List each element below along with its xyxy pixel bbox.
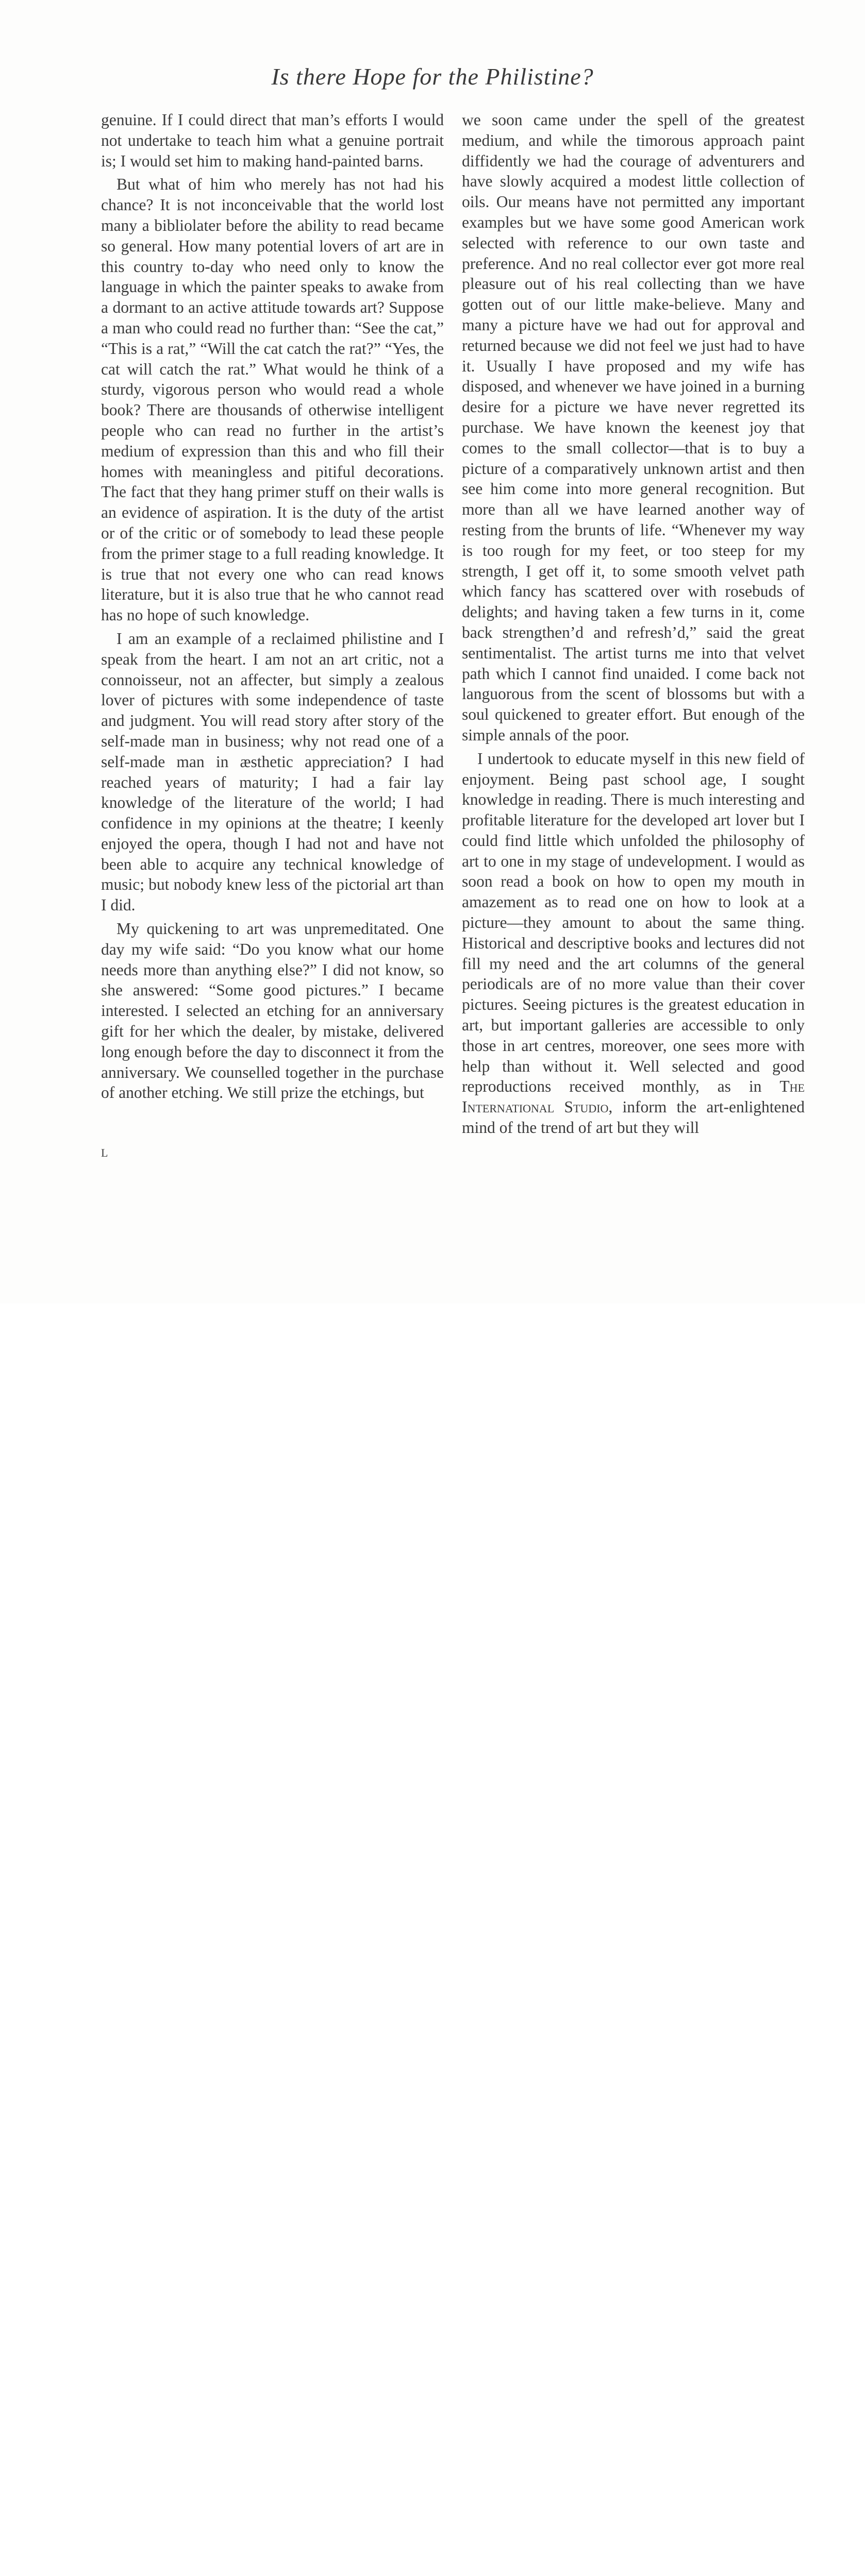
paragraph: My quickening to art was unpremeditated. One day my wife said: “Do you know what our home needs more than anything else?” I did not know, so she answered: “Some good pictures.” I became interested. I selected an etching for an anniversary gift for her which the dealer, by mistake, delivered long enough before the day to disconnect it from the anniversary. We counselled together in the purchase of another etching. We still prize the etchings, but <box>101 920 444 1102</box>
right-column <box>462 110 805 1138</box>
paragraph: But what of him who merely has not had his chance? It is not inconceivable that the world lost many a bibliolater before the ability to read became so general. How many potential lovers of art are in this country to-day who need only to know the language in which the painter speaks to awake from a dormant to an active attitude towards art? Suppose a man who could read no further than: “See the cat,” “This is a rat,” “Will the cat catch the rat?” “Yes, the cat will catch the rat.” What would he think of a sturdy, vigorous person who would read a whole book? There are thousands of otherwise intelligent people who can read no further in the artist’s medium of expression than this and who fill their homes with meaningless and pitiful decorations. The fact that they hang primer stuff on their walls is an evidence of aspiration. It is the duty of the artist or of the critic or of somebody to lead these people from the primer stage to a full reading knowledge. It is true that not every one who can read knows literature, but it is also true that he who cannot read has no hope of such knowledge. <box>101 175 444 624</box>
paragraph-text: , inform the art-enlightened mind of the trend of art but they will <box>462 1098 805 1137</box>
paragraph: I am an example of a reclaimed philistine and I speak from the heart. I am not an art critic, not a connoisseur, not an affecter, but simply a zealous lover of pictures with some independence of taste and judgment. You will read story after story of the self-made man in business; why not read one of a self-made man in æsthetic appreciation? I had reached years of maturity; I had a fair lay knowledge of the literature of the world; I had confidence in my opinions at the theatre; I keenly enjoyed the opera, though I had not and have not been able to acquire any technical knowledge of music; but nobody knew less of the pictorial art than I did. <box>101 629 444 914</box>
signature-mark: L <box>101 1146 108 1159</box>
running-title: Is there Hope for the Philistine? <box>271 63 594 90</box>
magazine-title: The International Studio <box>462 1077 805 1116</box>
paragraph: we soon came under the spell of the greatest medium, and while the timorous approach paint diffidently we had the courage of adventurers and have slowly acquired a modest little collection of oils. Our means have not permitted any important examples but we have some good American work selected with reference to our own taste and preference. And no real collector ever got more real pleasure out of his real collecting than we have gotten out of our little make-believe. Many and many a picture have we had out for approval and returned because we did not feel we just had to have it. Usually I have proposed and my wife has disposed, and whenever we have joined in a burning desire for a picture we have never regretted its purchase. We have known the keenest joy that comes to the small collector—that is to buy a picture of a comparatively unknown artist and then see him come into more general recognition. But more than all we have learned another way of resting from the brunts of life. “Whenever my way is too rough for my feet, or too steep for my strength, I get off it, to some smooth velvet path which fancy has scattered over with rosebuds of delights; and having taken a few turns in it, come back strengthen’d and refresh’d,” said the great sentimentalist. The artist turns me into that velvet path which I cannot find unaided. I come back not languorous from the scent of blossoms but with a soul quickened to greater effort. But enough of the simple annals of the poor. <box>462 111 805 744</box>
paragraph <box>462 749 805 1138</box>
footer <box>0 1303 865 1365</box>
left-column <box>101 110 444 1103</box>
paragraph: genuine. If I could direct that man’s efforts I would not undertake to teach him what a genuine portrait is; I would set him to making hand-painted barns. <box>101 111 444 170</box>
paragraph-text: I undertook to educate myself in this new field of enjoyment. Being past school age, I sought knowledge in reading. There is much interesting and profitable literature for the developed art lover but I could find little which unfolded the philosophy of art to one in my stage of undevelopment. I would as soon read a book on how to open my mouth in amazement as to read one on how to look at a picture—they amount to about the same thing. Historical and descriptive books and lectures did not fill my need and the art columns of the general periodicals are of no more value than their cover pictures. Seeing pictures is the greatest education in art, but important galleries are accessible to only those in art centres, moreover, one sees more with help than without it. Well selected and good reproductions received monthly, as in <box>462 749 805 1096</box>
